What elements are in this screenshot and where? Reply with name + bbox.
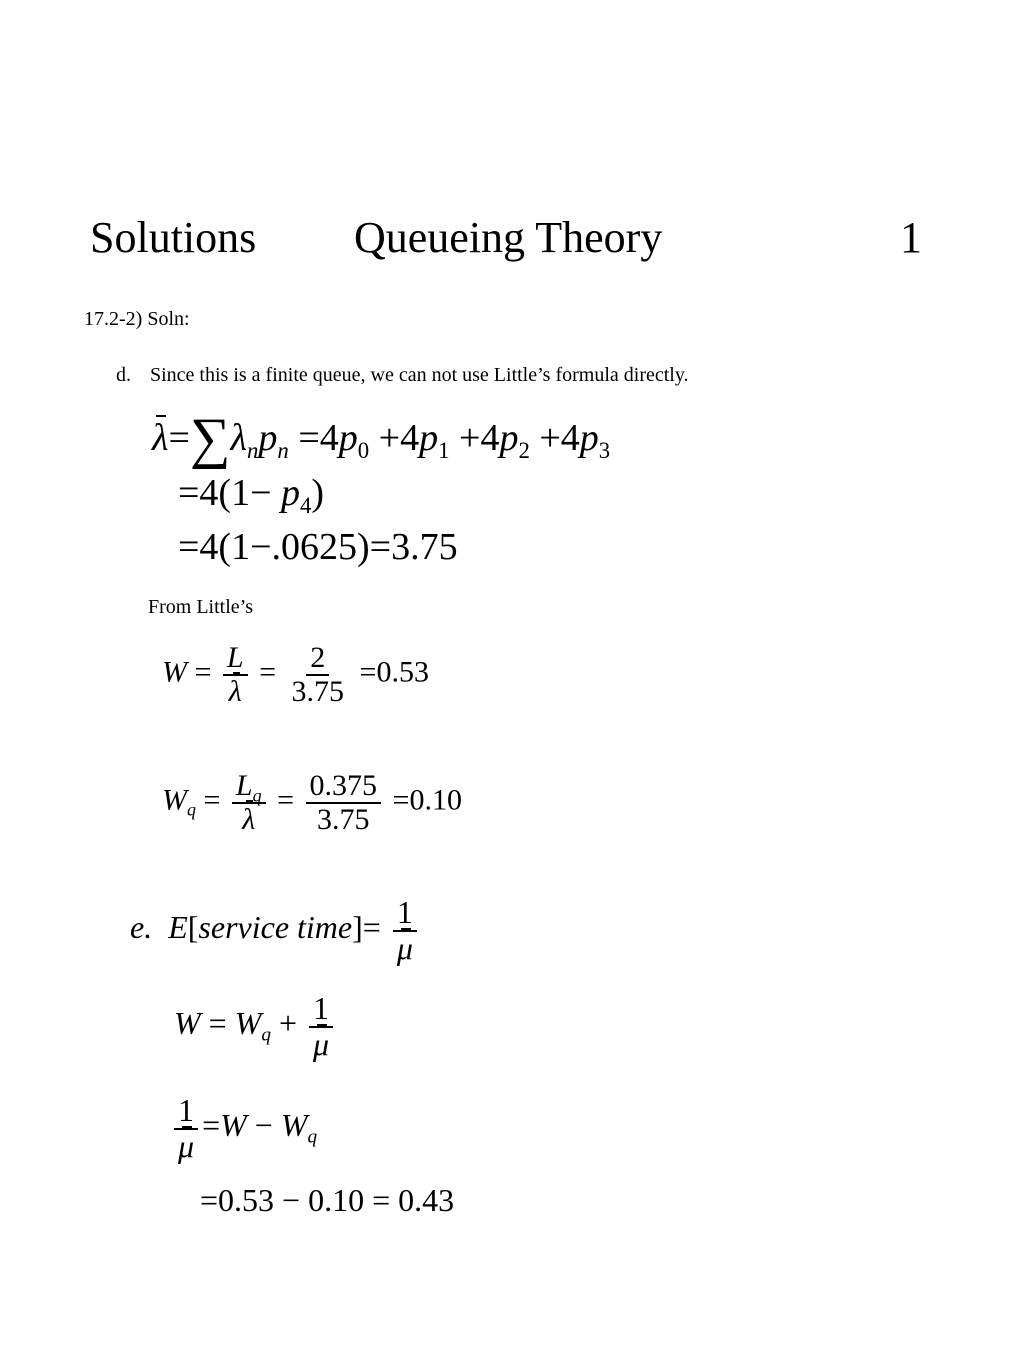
equation-w-equals-wq-plus: $W = W_q$ + $\frac{1}{\mu}$ [174,992,337,1061]
part-e-marker: e. [130,908,153,945]
page-number: 1 [900,213,922,262]
header-left: Solutions [90,213,257,262]
part-d-marker: d. [116,364,131,386]
equation-service-result: =0.53 − 0.10 = 0.43 [200,1182,455,1218]
equation-expected-service-time: e. E[service time]= $\frac{1}{\mu}$ [130,896,421,965]
header-title: Queueing Theory [354,213,663,262]
part-d-statement: Since this is a finite queue, we can not use Little’s formula directly. [150,364,689,386]
equation-w: W = $\frac{L}{\lambda}$ = $\frac{2}{3.75}$ =0.53 [162,641,429,708]
equation-inverse-mu: $\frac{1}{\mu}$ $=W - W_q$ [170,1094,317,1163]
equation-wq: $W_q$ = $\frac{L_q}{\lambda}$ = $\frac{0.375}{3.75}$ =0.10 [162,769,462,836]
equation-lambda-bar-value: =4(1−.0625)=3.75 [178,526,458,568]
from-littles-text: From Little’s [148,596,253,618]
problem-label: 17.2-2) Soln: [84,308,190,330]
equation-one-minus-p4: $=4(1- p_4)$ [178,472,325,518]
equation-lambda-bar-sum: $\lambda=\sum\lambda_np_n =4p_0 +4p_1 +4p_2 +4p_3$ [152,407,611,470]
